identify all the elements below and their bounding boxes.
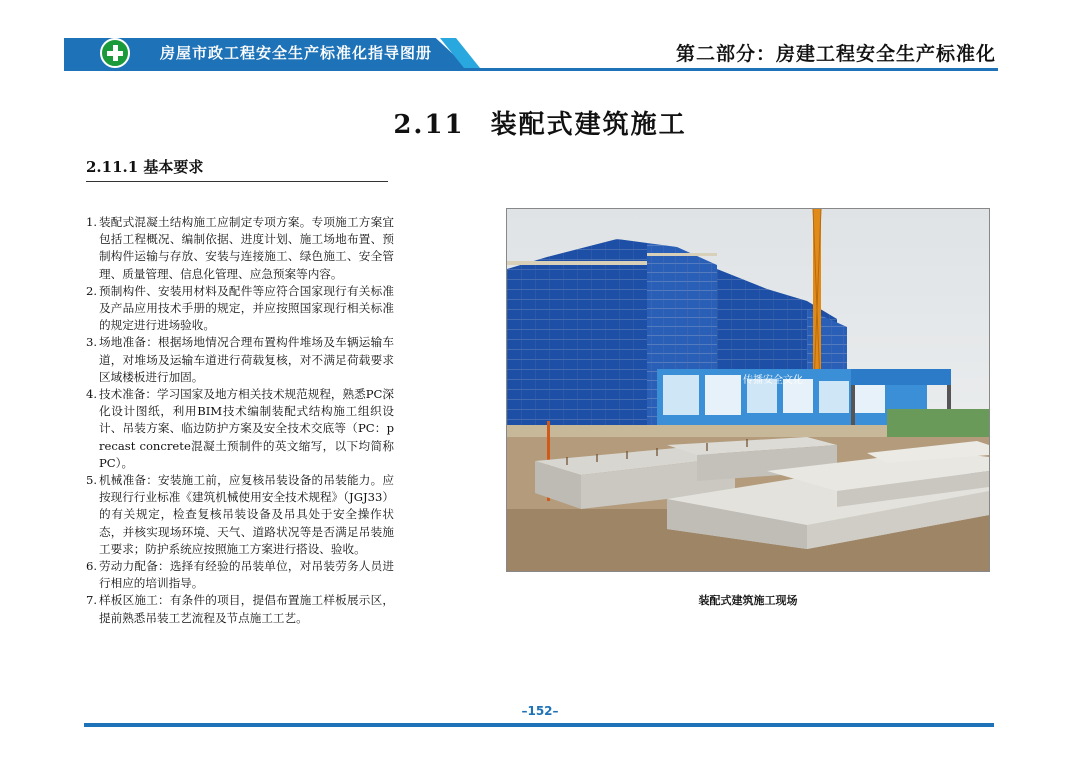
item-number: 3. [86, 335, 98, 350]
page-header [0, 0, 1080, 84]
item-number: 2. [86, 283, 98, 298]
list-item [86, 472, 394, 558]
section-number: 2.11 [393, 110, 465, 140]
list-item [86, 334, 394, 386]
section-heading [0, 104, 1080, 141]
subsection-title: 2.11.1 基本要求 [86, 158, 204, 176]
page-number: –152– [521, 704, 559, 718]
photo-caption: 装配式建筑施工现场 [698, 594, 798, 607]
construction-site-photo [506, 208, 990, 572]
item-number: 7. [86, 593, 98, 608]
item-number: 5. [86, 473, 98, 488]
footer-rule [84, 723, 994, 727]
item-number: 1. [86, 215, 98, 229]
list-item [86, 214, 394, 283]
billboard-slogan: 传播安全文化 [743, 375, 803, 386]
item-number: 4. [86, 387, 98, 402]
item-text: 装配式混凝土结构施工应制定专项方案。专项施工方案宜包括工程概况、编制依据、进度计划、施工场地布置、预制构件运输与存放、安装与连接施工、绿色施工、安全管理、质量管理、信息化管理、应急预案等内容。 [99, 215, 394, 281]
item-text: 样板区施工：有条件的项目，提倡布置施工样板展示区，提前熟悉吊装工艺流程及节点施工工艺。 [99, 593, 394, 625]
subsection-rule [86, 181, 388, 182]
list-item [86, 592, 394, 626]
item-text: 预制构件、安装用材料及配件等应符合国家现行有关标准及产品应用技术手册的规定，并应按照国家现行相关标准的规定进行进场验收。 [99, 283, 394, 333]
requirements-list [86, 214, 394, 627]
list-item [86, 558, 394, 592]
part-title: 第二部分：房建工程安全生产标准化 [675, 43, 996, 65]
section-title: 装配式建筑施工 [490, 110, 687, 140]
item-text: 场地准备：根据场地情况合理布置构件堆场及车辆运输车道，对堆场及运输车道进行荷载复核，对不满足荷载要求区域楼板进行加固。 [99, 335, 394, 384]
list-item [86, 283, 394, 335]
header-rule [64, 68, 998, 71]
item-text: 技术准备：学习国家及地方相关技术规范规程，熟悉PC深化设计图纸，利用BIM技术编制装配式结构施工组织设计、吊装方案、临边防护方案及安全技术交底等（PC：precast concrete混凝土预制件的英文缩写，以下均简称PC）。 [99, 387, 394, 470]
item-number: 6. [86, 559, 98, 574]
book-title: 房屋市政工程安全生产标准化指导图册 [160, 44, 433, 62]
green-cross-safety-logo-icon [100, 38, 130, 68]
item-text: 机械准备：安装施工前，应复核吊装设备的吊装能力。应按现行行业标准《建筑机械使用安全技术规程》（JGJ33）的有关规定，检查复核吊装设备及吊具处于安全操作状态，并核实现场环境、天气、道路状况等是否满足吊装施工要求；防护系统应按照施工方案进行搭设、验收。 [99, 473, 394, 556]
list-item [86, 386, 394, 472]
item-text: 劳动力配备：选择有经验的吊装单位，对吊装劳务人员进行相应的培训指导。 [99, 559, 394, 591]
